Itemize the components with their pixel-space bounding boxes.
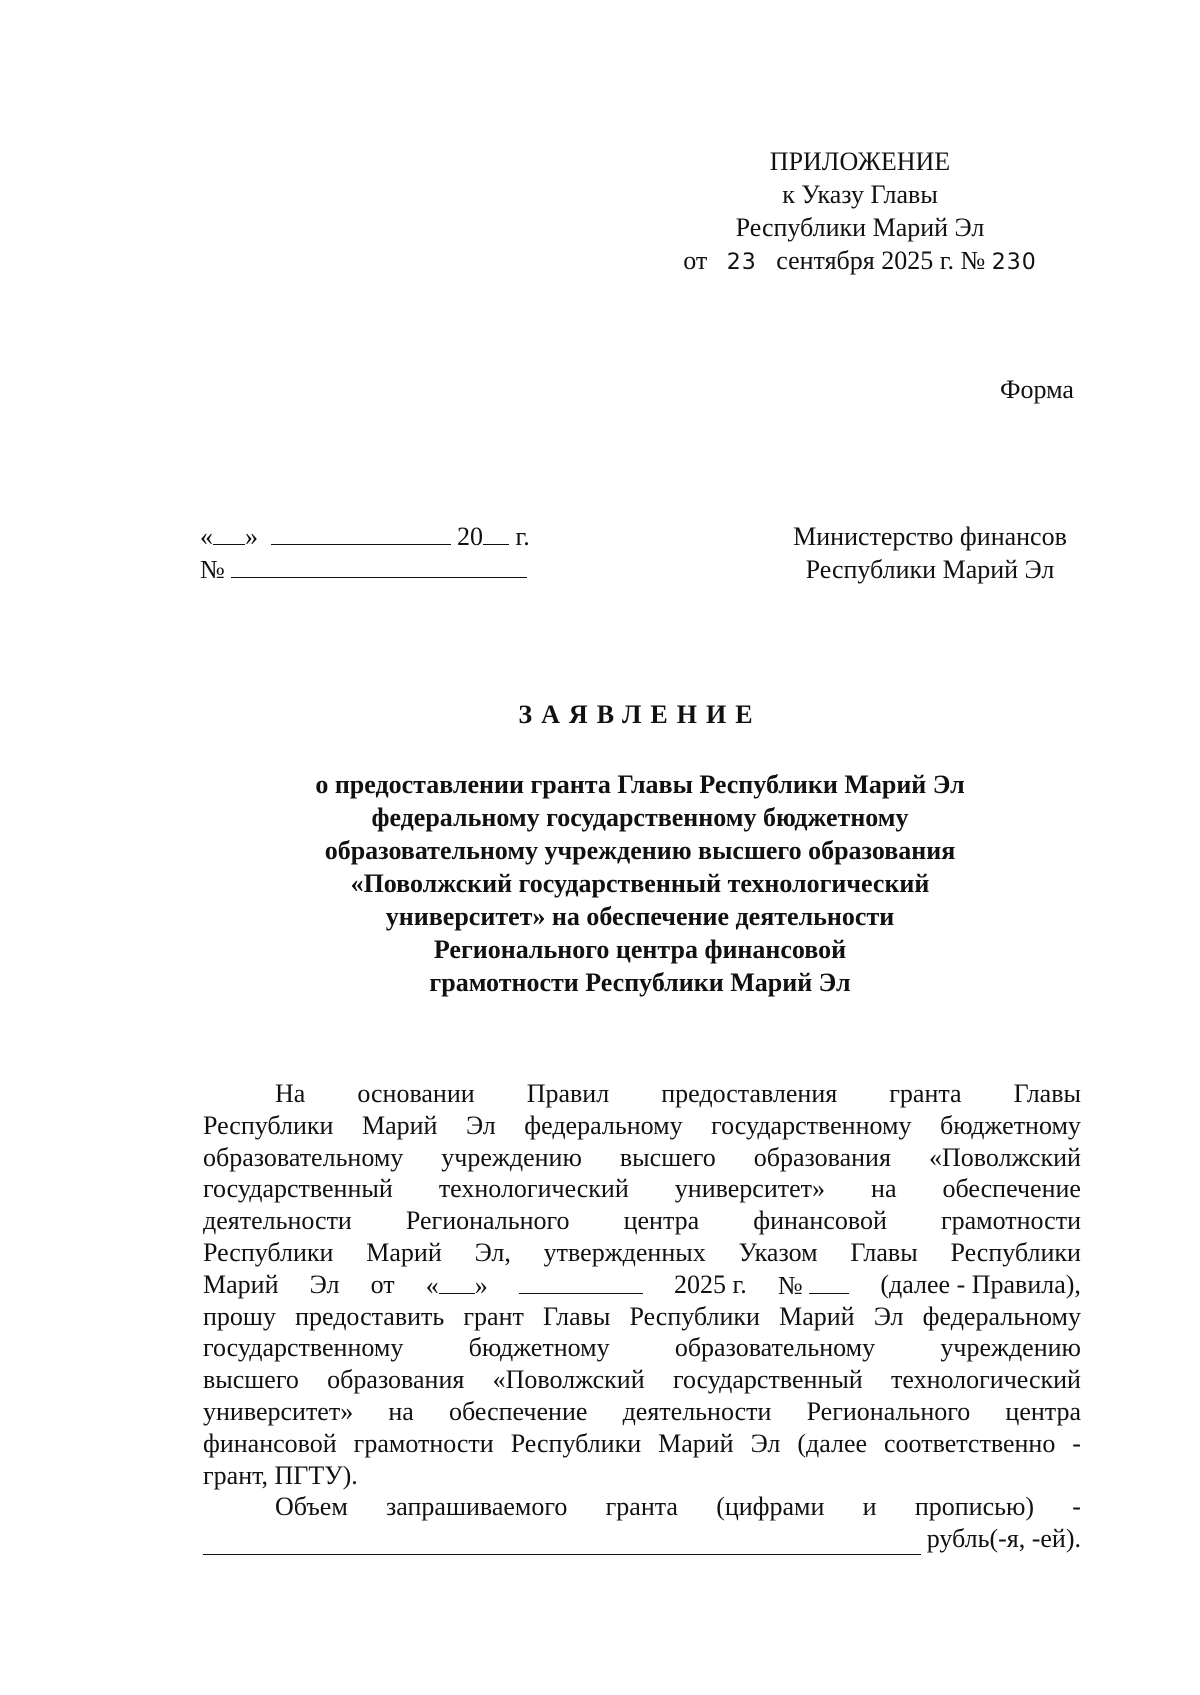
word: прописью) [914,1492,1035,1522]
word: Эл, [474,1237,511,1267]
amount-field-line [203,1523,1081,1555]
decree-day-field: « » [425,1270,488,1300]
year-blank[interactable] [483,520,509,545]
amount-blank[interactable] [203,1532,921,1555]
word: государственному [203,1333,404,1363]
appendix-line-3: Республики Марий Эл [735,213,985,242]
word: гранта [889,1079,962,1108]
body-line [203,1396,1081,1428]
subtitle-line: о предоставлении гранта Главы Республики Марий Эл [315,770,965,799]
word: федеральному [922,1301,1081,1331]
date-number-block [200,520,530,586]
amount-unit: рубль(-я, -ей). [926,1524,1081,1554]
word: федеральному [524,1110,683,1140]
word: финансовой [203,1428,337,1458]
decree-day-blank[interactable] [439,1269,475,1294]
word: грамотности [353,1428,494,1458]
word: Указом [738,1237,818,1267]
word: Марий [658,1428,734,1458]
word: от [370,1269,395,1299]
body-line [203,1428,1081,1460]
word: Марий [361,1110,438,1140]
word: на [871,1174,897,1204]
year-prefix: 20 [457,522,483,551]
body-line [203,1173,1081,1205]
word: (далее [797,1428,868,1458]
word: государственному [711,1110,912,1140]
word: прошу [203,1301,276,1331]
subtitle-line: грамотности Республики Марий Эл [429,968,851,997]
number-line [200,553,530,586]
body-line [203,1110,1081,1142]
word: университет» [203,1396,354,1426]
open-quote: « [200,522,213,551]
word: финансовой [753,1206,887,1236]
word: На [275,1079,306,1108]
word: Регионального [806,1396,971,1426]
body-line [203,1364,1081,1396]
appendix-date-line [640,244,1080,279]
word: (цифрами [716,1492,825,1522]
subtitle-line: Регионального центра финансовой [433,935,847,964]
body-line [203,1142,1081,1174]
word: грамотности [940,1206,1081,1236]
addressee [760,520,1100,586]
word: Эл [750,1428,781,1458]
body-line [203,1205,1081,1237]
word: учреждению [940,1333,1081,1363]
appendix-day: 23 [726,250,757,275]
word: Главы [850,1237,918,1267]
word: основании [357,1079,475,1108]
day-blank[interactable] [213,520,245,545]
word: Главы [1013,1079,1081,1108]
body-line [203,1078,1081,1110]
word: бюджетному [468,1333,610,1363]
word: Эл [873,1301,904,1331]
close-quote: » [245,522,258,551]
word: высшего [619,1142,716,1172]
body-line [203,1237,1081,1269]
subtitle-line: университет» на обеспечение деятельности [385,902,895,931]
appendix-header [640,145,1080,279]
body-line [203,1332,1081,1364]
decree-number-field: № [778,1269,849,1301]
month-blank[interactable] [271,520,451,545]
subtitle-line: «Поволжский государственный технологический [350,869,930,898]
word: Правил [526,1079,610,1108]
word: учреждению [441,1142,582,1172]
word: Республики [629,1301,760,1331]
document-subtitle [200,768,1080,999]
word: предоставить [295,1301,445,1331]
word: (далее - Правила), [880,1269,1081,1299]
word: Регионального [405,1206,570,1236]
decree-number-blank[interactable] [809,1269,849,1294]
subtitle-line: федеральному государственному бюджетному [371,803,909,832]
word: на [388,1396,414,1426]
number-blank[interactable] [231,553,527,578]
word: образования [753,1142,891,1172]
word: образования [327,1365,465,1395]
appendix-title: ПРИЛОЖЕНИЕ [769,147,951,176]
word: высшего [203,1365,299,1395]
word: центра [623,1206,700,1236]
word: Республики [203,1110,334,1140]
word: утвержденных [543,1237,706,1267]
body-line-decree-reference [203,1269,1081,1301]
body-line [203,1301,1081,1333]
decree-month-blank[interactable] [519,1269,643,1294]
word: грант [463,1301,524,1331]
word: «Поволжский [928,1142,1081,1172]
word: Главы [543,1301,611,1331]
word: 2025 г. [674,1269,747,1299]
word: - [1072,1492,1081,1522]
body-text [203,1078,1081,1555]
word: деятельности [203,1206,352,1236]
word: университет» [674,1174,826,1204]
word: соответственно [884,1428,1056,1458]
number-sign: № [200,555,225,584]
appendix-date-prefix: от [683,246,708,275]
word: государственный [203,1174,393,1204]
word: Марий [366,1237,442,1267]
word: гранта [605,1492,678,1522]
word: предоставления [661,1079,838,1108]
word: запрашиваемого [386,1492,568,1522]
word: Эл [465,1110,496,1140]
appendix-date-rest: сентября 2025 г. № [776,246,986,275]
word: центра [1005,1396,1081,1426]
word: деятельности [622,1396,772,1426]
word: - [1072,1428,1081,1458]
word: Объем [275,1492,348,1522]
appendix-line-2: к Указу Главы [782,180,938,209]
word: Марий [779,1301,855,1331]
addressee-line-1: Министерство финансов [793,522,1067,551]
amount-line [203,1491,1081,1523]
word: Республики [203,1237,334,1267]
form-label: Форма [1000,375,1074,404]
appendix-number: 230 [991,250,1037,275]
word: обеспечение [449,1396,588,1426]
year-suffix: г. [515,522,530,551]
date-line [200,520,530,553]
word: образовательному [674,1333,876,1363]
word: Эл [309,1269,340,1299]
word: и [862,1492,877,1522]
word: Марий [203,1269,279,1299]
document-title: ЗАЯВЛЕНИЕ [518,700,762,729]
word: государственный [672,1365,863,1395]
word: образовательному [203,1142,404,1172]
word: Республики [510,1428,642,1458]
body-line-last: грант, ПГТУ). [203,1460,358,1490]
word: Республики [950,1237,1081,1267]
subtitle-line: образовательному учреждению высшего образования [324,836,956,865]
addressee-line-2: Республики Марий Эл [805,555,1055,584]
word: технологический [438,1174,629,1204]
word: бюджетному [939,1110,1081,1140]
word: технологический [891,1365,1081,1395]
word: обеспечение [942,1174,1081,1204]
word: «Поволжский [492,1365,645,1395]
